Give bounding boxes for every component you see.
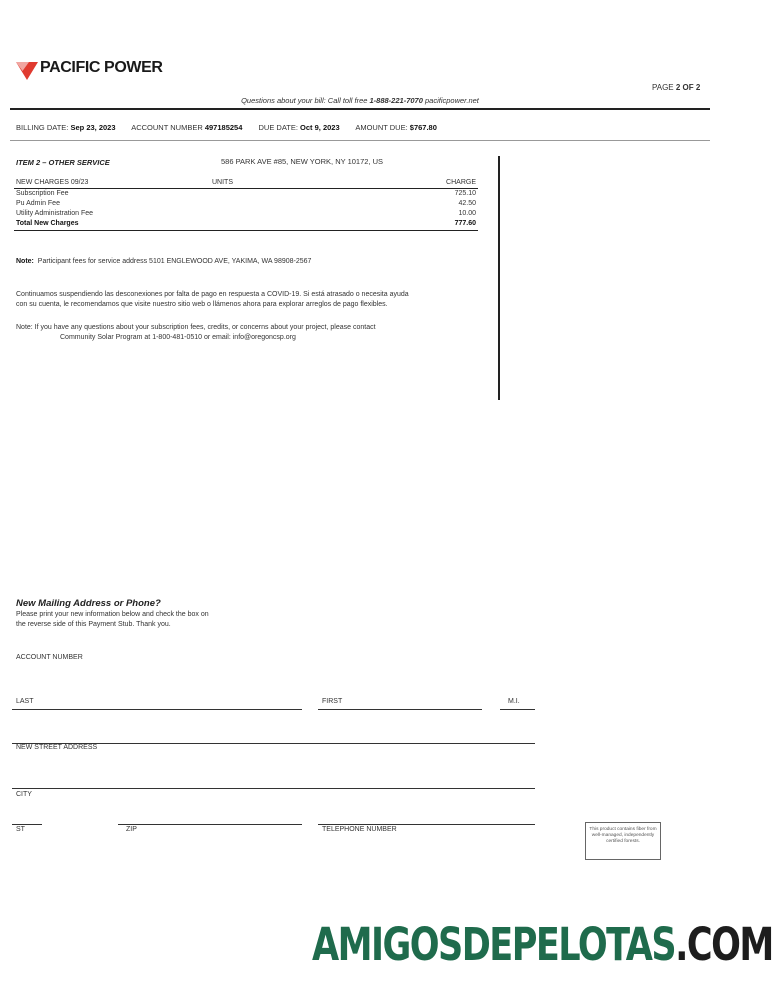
first-name-label: FIRST — [322, 698, 343, 705]
table-row: Subscription Fee 725.10 — [16, 190, 476, 197]
column-divider — [498, 156, 500, 400]
table-row: Utility Administration Fee 10.00 — [16, 210, 476, 217]
zip-label: ZIP — [126, 826, 137, 833]
charges-header-row — [14, 178, 478, 189]
participant-note: Note: Participant fees for service address 5101 ENGLEWOOD AVE, YAKIMA, WA 98908-2567 — [16, 258, 312, 265]
first-name-field[interactable] — [318, 709, 482, 710]
account-number-label: ACCOUNT NUMBER — [16, 654, 83, 661]
city-label: CITY — [16, 791, 32, 798]
col-units: UNITS — [212, 179, 233, 186]
customer-service-phone: 1-888-221-7070 — [369, 96, 423, 105]
total-row — [14, 219, 478, 231]
table-row: Pu Admin Fee 42.50 — [16, 200, 476, 207]
amount-due: $767.80 — [409, 123, 437, 132]
zip-field[interactable] — [118, 824, 302, 825]
telephone-field[interactable] — [318, 824, 535, 825]
certified-forests-notice: This product contains fiber from well-managed, independently certified forests. — [585, 822, 661, 860]
col-new-charges: NEW CHARGES 09/23 — [16, 179, 89, 186]
billing-summary: BILLING DATE: Sep 23, 2023 ACCOUNT NUMBER 497185254 DUE DATE: Oct 9, 2023 AMOUNT DUE: $767.80 — [16, 123, 437, 132]
street-address-label: NEW STREET ADDRESS — [16, 744, 98, 751]
website-link: pacificpower.net — [422, 96, 479, 105]
brand-name: PACIFIC POWER — [40, 59, 163, 76]
header-divider — [10, 108, 710, 110]
mailing-title: New Mailing Address or Phone? — [16, 598, 161, 609]
street-address-field[interactable] — [12, 743, 535, 744]
page-number: PAGE 2 OF 2 — [652, 83, 701, 92]
watermark: AMIGOSDEPELOTAS.COM — [312, 918, 773, 971]
street-address-line[interactable] — [12, 788, 535, 789]
middle-initial-field[interactable] — [500, 709, 535, 710]
state-field[interactable] — [12, 824, 42, 825]
questions-note: Note: If you have any questions about your subscription fees, credits, or concerns about your project, please contact Community Solar Program at 1-800-481-0510 or email: info@oregoncsp.org — [16, 324, 376, 341]
middle-initial-label: M.I. — [508, 698, 520, 705]
due-date: Oct 9, 2023 — [300, 123, 340, 132]
last-name-field[interactable] — [12, 709, 302, 710]
item-title: ITEM 2 – OTHER SERVICE — [16, 158, 110, 167]
spanish-note: Continuamos suspendiendo las desconexiones por falta de pago en respuesta a COVID-19. Si está atrasado o necesita ayuda con su cuenta, le recomendamos que visite nuestro sitio web o llámenos ahora para explorar arreglos de pago flexibles. — [16, 291, 409, 308]
account-number: 497185254 — [204, 123, 243, 132]
total-value: 777.60 — [454, 220, 476, 227]
billing-divider — [10, 140, 710, 141]
total-label: Total New Charges — [16, 220, 79, 227]
billing-date: Sep 23, 2023 — [70, 123, 116, 132]
state-label: ST — [16, 826, 25, 833]
mailing-instructions: Please print your new information below and check the box on the reverse side of this Payment Stub. Thank you. — [16, 611, 209, 628]
col-charge: CHARGE — [446, 179, 476, 186]
service-address: 586 PARK AVE #85, NEW YORK, NY 10172, US — [221, 157, 384, 166]
charges-table — [14, 178, 478, 231]
pacific-power-logo-icon — [16, 62, 38, 80]
questions-line: Questions about your bill: Call toll free 1-888-221-7070 pacificpower.net — [241, 96, 479, 105]
last-name-label: LAST — [16, 698, 34, 705]
telephone-label: TELEPHONE NUMBER — [322, 826, 397, 833]
